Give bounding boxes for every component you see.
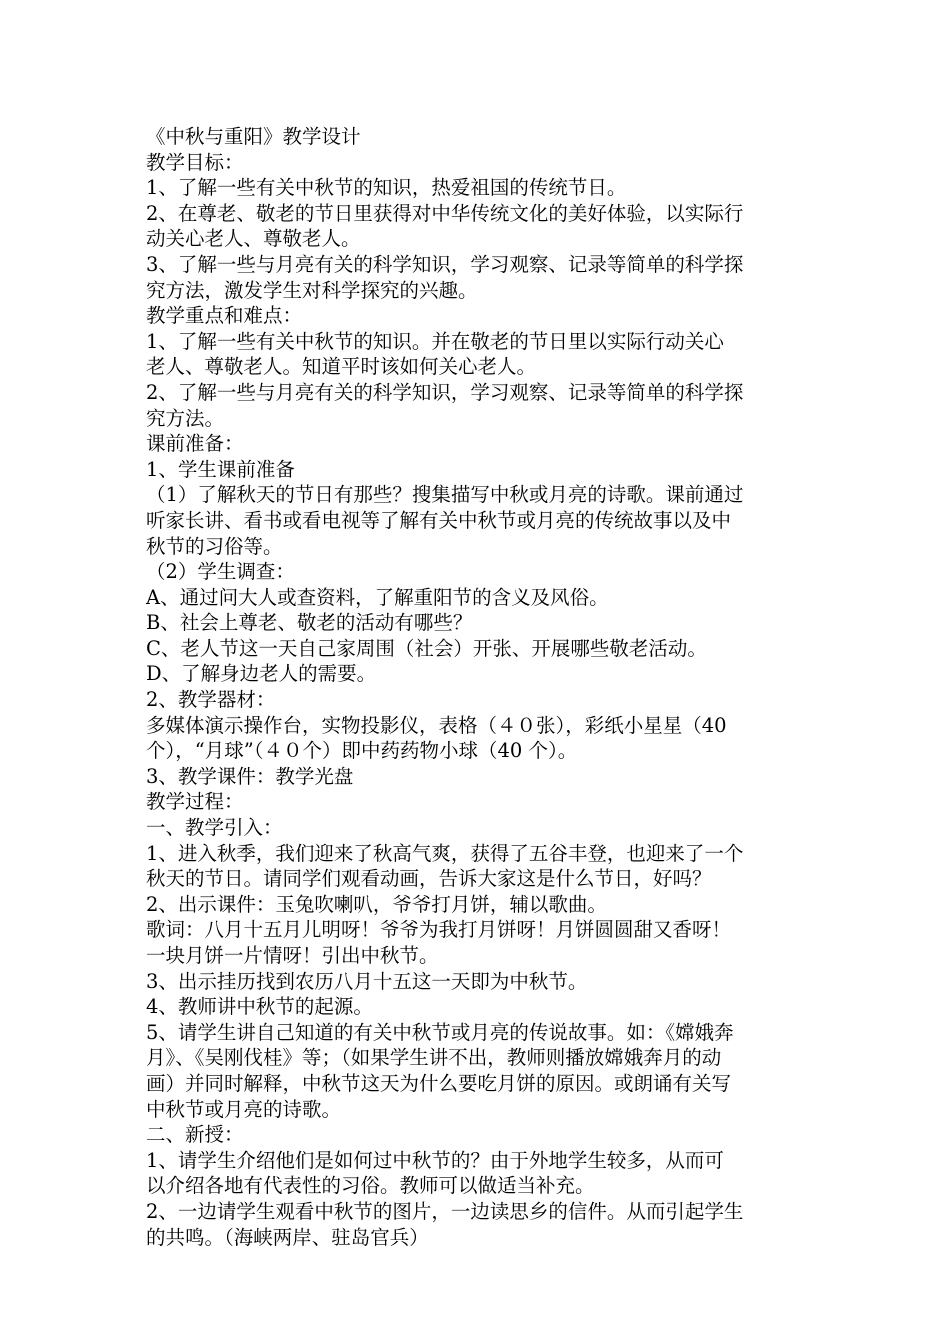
text-line: 3、出示挂历找到农历八月十五这一天即为中秋节。 bbox=[146, 969, 588, 993]
text-line: 究方法。 bbox=[146, 406, 225, 430]
text-line: 的共鸣。（海峡两岸、驻岛官兵） bbox=[146, 1225, 429, 1249]
text-line: 3、教学课件：教学光盘 bbox=[146, 764, 354, 788]
text-line: 月》、《吴刚伐桂》等；（如果学生讲不出，教师则播放嫦娥奔月的动 bbox=[146, 1046, 722, 1070]
text-line: 听家长讲、看书或看电视等了解有关中秋节或月亮的传统故事以及中 bbox=[146, 508, 732, 532]
section-heading: 课前准备： bbox=[146, 432, 244, 456]
text-line: 1、了解一些有关中秋节的知识，热爱祖国的传统节日。 bbox=[146, 176, 627, 200]
text-line: D、了解身边老人的需要。 bbox=[146, 662, 377, 686]
text-line: 画）并同时解释，中秋节这天为什么要吃月饼的原因。或朗诵有关写 bbox=[146, 1071, 732, 1095]
text-line: 动关心老人、尊敬老人。 bbox=[146, 227, 361, 251]
text-line: 多媒体演示操作台，实物投影仪，表格（４０张），彩纸小星星（40 bbox=[146, 713, 727, 737]
section-heading: 教学过程： bbox=[146, 790, 244, 814]
section-heading: 教学目标： bbox=[146, 150, 244, 174]
text-line: 个），“月球”（４０个）即中药药物小球（40 个）。 bbox=[146, 739, 578, 763]
text-line: 2、在尊老、敬老的节日里获得对中华传统文化的美好体验，以实际行 bbox=[146, 201, 744, 225]
section-heading: 教学重点和难点： bbox=[146, 304, 303, 328]
text-line: 2、出示课件：玉兔吹喇叭，爷爷打月饼，辅以歌曲。 bbox=[146, 892, 607, 916]
text-line: 5、请学生讲自己知道的有关中秋节或月亮的传说故事。如：《嫦娥奔 bbox=[146, 1020, 734, 1044]
text-line: 1、学生课前准备 bbox=[146, 457, 295, 481]
subsection-heading: 二、新授： bbox=[146, 1123, 244, 1147]
text-line: 1、进入秋季，我们迎来了秋高气爽，获得了五谷丰登，也迎来了一个 bbox=[146, 841, 744, 865]
text-line: 秋节的习俗等。 bbox=[146, 534, 283, 558]
document-body bbox=[146, 124, 811, 1250]
text-line: 歌词：八月十五月儿明呀！爷爷为我打月饼呀！月饼圆圆甜又香呀！ bbox=[146, 918, 732, 942]
text-line: 2、了解一些与月亮有关的科学知识，学习观察、记录等简单的科学探 bbox=[146, 380, 744, 404]
text-line: 一块月饼一片情呀！引出中秋节。 bbox=[146, 944, 439, 967]
text-line: 4、教师讲中秋节的起源。 bbox=[146, 995, 373, 1019]
doc-title: 《中秋与重阳》教学设计 bbox=[146, 125, 361, 148]
text-line: C、老人节这一天自己家周围（社会）开张、开展哪些敬老活动。 bbox=[146, 636, 707, 660]
text-line: 1、请学生介绍他们是如何过中秋节的？由于外地学生较多，从而可 bbox=[146, 1148, 724, 1172]
text-line: （2）学生调查： bbox=[146, 560, 295, 584]
text-line: 老人、尊敬老人。知道平时该如何关心老人。 bbox=[146, 355, 537, 379]
text-line: 2、一边请学生观看中秋节的图片，一边读思乡的信件。从而引起学生 bbox=[146, 1199, 744, 1223]
text-line: 1、了解一些有关中秋节的知识。并在敬老的节日里以实际行动关心 bbox=[146, 329, 724, 353]
text-line: 秋天的节日。请同学们观看动画，告诉大家这是什么节日，好吗？ bbox=[146, 867, 712, 891]
text-line: 究方法，激发学生对科学探究的兴趣。 bbox=[146, 278, 478, 302]
text-line: 3、了解一些与月亮有关的科学知识，学习观察、记录等简单的科学探 bbox=[146, 252, 744, 276]
text-line: （1）了解秋天的节日有那些？搜集描写中秋或月亮的诗歌。课前通过 bbox=[146, 483, 744, 507]
text-line: 中秋节或月亮的诗歌。 bbox=[146, 1097, 342, 1121]
text-line: A、通过问大人或查资料，了解重阳节的含义及风俗。 bbox=[146, 585, 609, 609]
subsection-heading: 一、教学引入： bbox=[146, 816, 283, 840]
text-line: B、社会上尊老、敬老的活动有哪些？ bbox=[146, 611, 473, 635]
text-line: 以介绍各地有代表性的习俗。教师可以做适当补充。 bbox=[146, 1174, 595, 1198]
text-line: 2、教学器材： bbox=[146, 688, 276, 712]
